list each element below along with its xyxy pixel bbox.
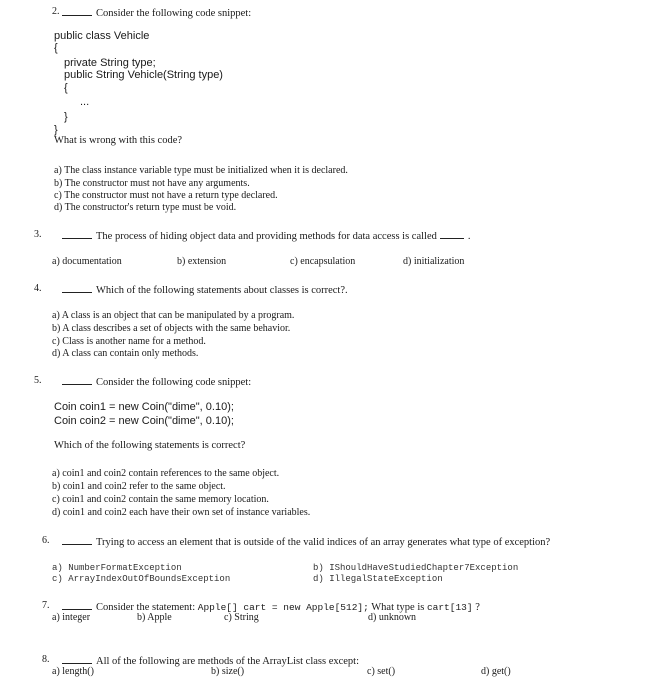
q2-code-line-6: ...: [80, 96, 90, 108]
q5-code-line-1: Coin coin1 = new Coin("dime", 0.10);: [54, 401, 234, 413]
q4-option-b: b) A class describes a set of objects with the same behavior.: [52, 323, 291, 334]
q7-option-d: d) unknown: [368, 612, 417, 623]
q4-option-c: c) Class is another name for a method.: [52, 336, 206, 347]
q5-option-b: b) coin1 and coin2 refer to the same object.: [52, 481, 226, 492]
q5-option-d: d) coin1 and coin2 each have their own set of instance variables.: [52, 507, 311, 518]
q7-number: 7.: [42, 600, 50, 611]
q3-option-a: a) documentation: [52, 256, 122, 267]
q3-number: 3.: [34, 229, 42, 240]
q6-prompt: Trying to access an element that is outside of the valid indices of an array generates what type of exception?: [62, 535, 550, 548]
q8-number: 8.: [42, 654, 50, 665]
q2-code-line-2: {: [54, 42, 58, 54]
q4-option-d: d) A class can contain only methods.: [52, 348, 199, 359]
q2-option-c: c) The constructor must not have a return type declared.: [54, 190, 278, 201]
q3-prompt: The process of hiding object data and providing methods for data access is called .: [62, 229, 470, 242]
q4-prompt: Which of the following statements about classes is correct?.: [62, 283, 348, 296]
q3-option-b: b) extension: [177, 256, 227, 267]
q7-option-c: c) String: [224, 612, 259, 623]
q6-option-a: a) NumberFormatException: [52, 563, 182, 573]
q5-question: Which of the following statements is correct?: [54, 440, 246, 451]
q5-option-c: c) coin1 and coin2 contain the same memory location.: [52, 494, 269, 505]
q2-answer-blank: [62, 6, 92, 16]
q2-code-line-8: }: [54, 124, 58, 136]
q2-code-line-7: }: [64, 111, 68, 123]
q5-prompt: Consider the following code snippet:: [62, 375, 251, 388]
q2-code-line-5: {: [64, 82, 68, 94]
q5-code-line-2: Coin coin2 = new Coin("dime", 0.10);: [54, 415, 234, 427]
q4-option-a: a) A class is an object that can be manipulated by a program.: [52, 310, 295, 321]
q8-answer-blank: [62, 654, 92, 664]
q2-code-line-3: private String type;: [64, 57, 156, 69]
q3-fill-blank: [440, 229, 464, 239]
q8-prompt: All of the following are methods of the ArrayList class except:: [62, 654, 359, 667]
q4-answer-blank: [62, 283, 92, 293]
q5-number: 5.: [34, 375, 42, 386]
q2-option-d: d) The constructor's return type must be void.: [54, 202, 237, 213]
q6-number: 6.: [42, 535, 50, 546]
q4-number: 4.: [34, 283, 42, 294]
q2-code-line-4: public String Vehicle(String type): [64, 69, 223, 81]
q8-option-d: d) get(): [481, 666, 511, 677]
q6-answer-blank: [62, 535, 92, 545]
q7-prompt: Consider the statement: Apple[] cart = new Apple[512]; What type is cart[13] ?: [62, 600, 480, 613]
q8-option-b: b) size(): [211, 666, 245, 677]
q8-option-a: a) length(): [52, 666, 94, 677]
q6-option-d: d) IllegalStateException: [313, 574, 443, 584]
q2-code-line-1: public class Vehicle: [54, 30, 150, 42]
q2-option-b: b) The constructor must not have any arguments.: [54, 178, 250, 189]
q7-answer-blank: [62, 600, 92, 610]
q2-number: 2.: [52, 6, 60, 17]
q8-option-c: c) set(): [367, 666, 396, 677]
q2-question: What is wrong with this code?: [54, 135, 183, 146]
q6-option-c: c) ArrayIndexOutOfBoundsException: [52, 574, 231, 584]
q5-option-a: a) coin1 and coin2 contain references to the same object.: [52, 468, 280, 479]
q3-option-c: c) encapsulation: [290, 256, 356, 267]
q6-option-b: b) IShouldHaveStudiedChapter7Exception: [313, 563, 519, 573]
q7-option-b: b) Apple: [137, 612, 172, 623]
q3-option-d: d) initialization: [403, 256, 465, 267]
q5-answer-blank: [62, 375, 92, 385]
q2-option-a: a) The class instance variable type must be initialized when it is declared.: [54, 165, 348, 176]
q7-option-a: a) integer: [52, 612, 91, 623]
q2-prompt: Consider the following code snippet:: [62, 6, 251, 19]
q3-answer-blank: [62, 229, 92, 239]
